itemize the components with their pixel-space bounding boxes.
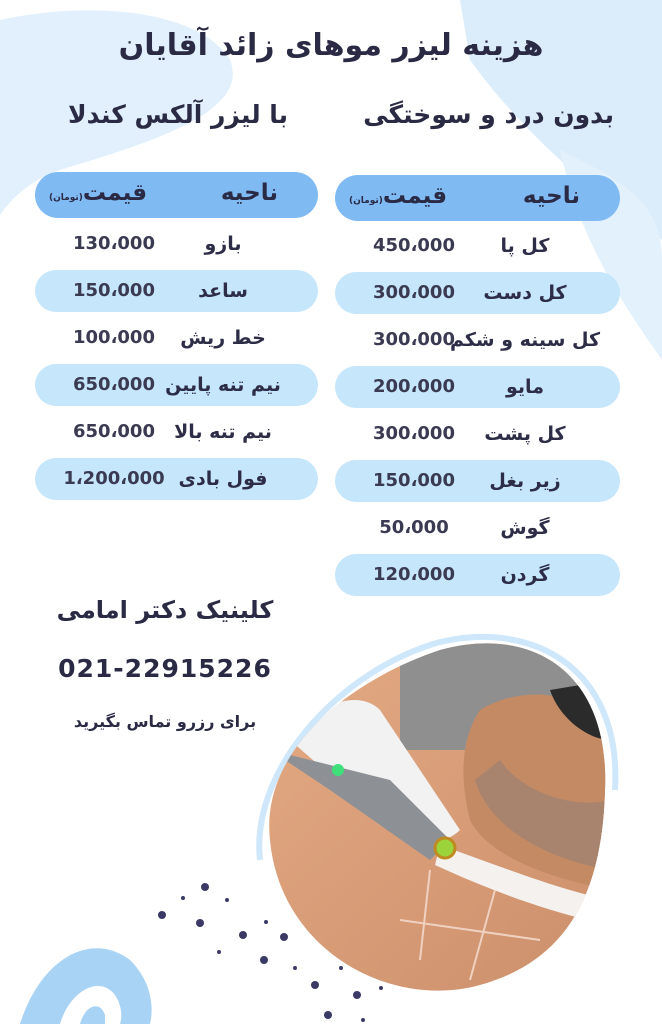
left-table-header — [35, 172, 318, 218]
price-value: 130،000 — [73, 233, 155, 254]
table-row — [335, 554, 620, 596]
phone-number[interactable]: 021-22915226 — [58, 654, 272, 683]
column-price: قیمت(تومان) — [49, 180, 148, 206]
price-value: 200،000 — [373, 376, 455, 397]
right-table-header — [335, 175, 620, 221]
area-name: فول بادی — [178, 468, 268, 490]
area-name: کل پشت — [484, 423, 566, 445]
area-name: خط ریش — [180, 327, 266, 349]
table-row — [335, 319, 620, 361]
area-name: نیم تنه بالا — [174, 421, 272, 443]
table-row — [35, 458, 318, 500]
table-row — [35, 270, 318, 312]
table-row — [335, 413, 620, 455]
price-value: 450،000 — [373, 235, 455, 256]
price-value: 120،000 — [373, 564, 455, 585]
subtitle-painless: بدون درد و سوختگی — [363, 100, 614, 129]
call-to-action: برای رزرو تماس بگیرید — [73, 712, 257, 731]
area-name: گوش — [500, 517, 550, 539]
price-value: 300،000 — [373, 282, 455, 303]
price-value: 650،000 — [73, 421, 155, 442]
table-row — [35, 223, 318, 265]
table-row — [35, 364, 318, 406]
area-name: بازو — [204, 233, 242, 255]
area-name: زیر بغل — [489, 470, 561, 492]
table-row — [335, 225, 620, 267]
area-name: مایو — [506, 376, 544, 398]
area-name: کل پا — [500, 235, 550, 257]
laser-treatment-photo — [230, 630, 662, 1024]
page-title: هزینه لیزر موهای زائد آقایان — [118, 28, 544, 63]
area-name: گردن — [500, 564, 550, 586]
table-row — [335, 460, 620, 502]
table-row — [335, 272, 620, 314]
price-value: 300،000 — [373, 423, 455, 444]
price-value: 650،000 — [73, 374, 155, 395]
area-name: کل دست — [483, 282, 567, 304]
table-row — [335, 366, 620, 408]
area-name: کل سینه و شکم — [449, 329, 600, 351]
price-value: 1،200،000 — [63, 468, 165, 489]
price-value: 100،000 — [73, 327, 155, 348]
table-row — [35, 317, 318, 359]
clinic-name: کلینیک دکتر امامی — [56, 596, 274, 624]
area-name: نیم تنه پایین — [165, 374, 281, 396]
subtitle-laser-type: با لیزر آلکس کندلا — [68, 100, 289, 129]
price-value: 150،000 — [373, 470, 455, 491]
price-value: 150،000 — [73, 280, 155, 301]
column-area: ناحیه — [220, 180, 278, 206]
column-price: قیمت(تومان) — [349, 183, 448, 209]
table-row — [335, 507, 620, 549]
price-value: 300،000 — [373, 329, 455, 350]
price-value: 50،000 — [379, 517, 449, 538]
column-area: ناحیه — [522, 183, 580, 209]
area-name: ساعد — [198, 280, 248, 302]
table-row — [35, 411, 318, 453]
